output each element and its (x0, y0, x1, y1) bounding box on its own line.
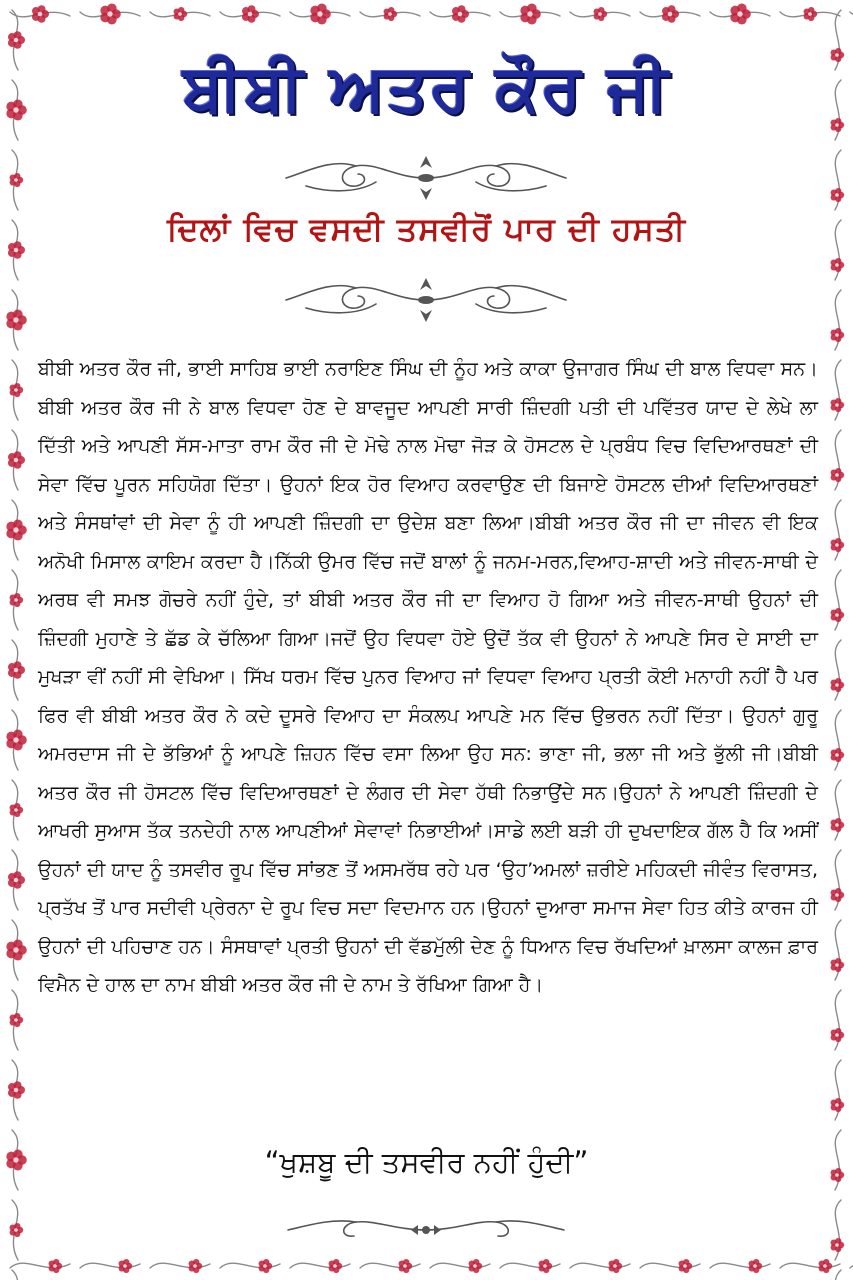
ornamental-flourish-icon (276, 1200, 576, 1260)
ornamental-flourish-icon (276, 270, 576, 330)
ornamental-flourish-icon (276, 148, 576, 208)
page-subtitle: ਦਿਲਾਂ ਵਿਚ ਵਸਦੀ ਤਸਵੀਰੋਂ ਪਾਰ ਦੀ ਹਸਤੀ (167, 210, 686, 248)
page-title: ਬੀਬੀ ਅਤਰ ਕੌਰ ਜੀ (182, 52, 671, 126)
body-paragraph: ਬੀਬੀ ਅਤਰ ਕੌਰ ਜੀ, ਭਾਈ ਸਾਹਿਬ ਭਾਈ ਨਰਾਇਣ ਸਿੰਘ ਦੀ ਨੂੰਹ ਅਤੇ ਕਾਕਾ ਉਜਾਗਰ ਸਿੰਘ ਦੀ ਬਾਲ ਵਿਧਵਾ ਸਨ।ਬੀਬੀ ਅਤਰ ਕੌਰ ਜੀ ਨੇ ਬਾਲ ਵਿਧਵਾ ਹੋਣ ਦੇ ਬਾਵਜੂਦ ਆਪਣੀ ਸਾਰੀ ਜ਼ਿੰਦਗੀ ਪਤੀ ਦੀ ਪਵਿੱਤਰ ਯਾਦ ਦੇ ਲੇਖੇ ਲਾ ਦਿੱਤੀ ਅਤੇ ਆਪਣੀ ਸੱਸ-ਮਾਤਾ ਰਾਮ ਕੌਰ ਜੀ ਦੇ ਮੋਢੇ ਨਾਲ ਮੋਢਾ ਜੋੜ ਕੇ ਹੋਸਟਲ ਦੇ ਪ੍ਰਬੰਧ ਵਿਚ ਵਿਦਿਆਰਥਣਾਂ ਦੀ ਸੇਵਾ ਵਿੱਚ ਪੂਰਨ ਸਹਿਯੋਗ ਦਿੱਤਾ। ਉਹਨਾਂ ਇਕ ਹੋਰ ਵਿਆਹ ਕਰਵਾਉਣ ਦੀ ਬਿਜਾਏ ਹੋਸਟਲ ਦੀਆਂ ਵਿਦਿਆਰਥਣਾਂ ਅਤੇ ਸੰਸਥਾਂਵਾਂ ਦੀ ਸੇਵਾ ਨੂੰ ਹੀ ਆਪਣੀ ਜ਼ਿੰਦਗੀ ਦਾ ਉਦੇਸ਼ ਬਣਾ ਲਿਆ।ਬੀਬੀ ਅਤਰ ਕੌਰ ਜੀ ਦਾ ਜੀਵਨ ਵੀ ਇਕ ਅਨੋਖੀ ਮਿਸਾਲ ਕਾਇਮ ਕਰਦਾ ਹੈ।ਨਿੱਕੀ ਉਮਰ ਵਿੱਚ ਜਦੋਂ ਬਾਲਾਂ ਨੂੰ ਜਨਮ-ਮਰਨ,ਵਿਆਹ-ਸ਼ਾਦੀ ਅਤੇ ਜੀਵਨ-ਸਾਥੀ ਦੇ ਅਰਥ ਵੀ ਸਮਝ ਗੋਚਰੇ ਨਹੀਂ ਹੁੰਦੇ, ਤਾਂ ਬੀਬੀ ਅਤਰ ਕੌਰ ਜੀ ਦਾ ਵਿਆਹ ਹੋ ਗਿਆ ਅਤੇ ਜੀਵਨ-ਸਾਥੀ ਉਹਨਾਂ ਦੀ ਜ਼ਿੰਦਗੀ ਮੁਹਾਣੇ ਤੇ ਛੱਡ ਕੇ ਚੱਲਿਆ ਗਿਆ।ਜਦੋਂ ਉਹ ਵਿਧਵਾ ਹੋਏ ਉਦੋਂ ਤੱਕ ਵੀ ਉਹਨਾਂ ਨੇ ਆਪਣੇ ਸਿਰ ਦੇ ਸਾਈ ਦਾ ਮੁਖੜਾ ਵੀਂ ਨਹੀਂ ਸੀ ਵੇਖਿਆ। ਸਿੱਖ ਧਰਮ ਵਿੱਚ ਪੁਨਰ ਵਿਆਹ ਜਾਂ ਵਿਧਵਾ ਵਿਆਹ ਪ੍ਰਤੀ ਕੋਈ ਮਨਾਹੀ ਨਹੀਂ ਹੈ ਪਰ ਫਿਰ ਵੀ ਬੀਬੀ ਅਤਰ ਕੌਰ ਨੇ ਕਦੇ ਦੂਸਰੇ ਵਿਆਹ ਦਾ ਸੰਕਲਪ ਆਪਣੇ ਮਨ ਵਿੱਚ ਉਭਰਨ ਨਹੀਂ ਦਿੱਤਾ। ਉਹਨਾਂ ਗੁਰੂ ਅਮਰਦਾਸ ਜੀ ਦੇ ਭੱਭਿਆਂ ਨੂੰ ਆਪਣੇ ਜ਼ਿਹਨ ਵਿੱਚ ਵਸਾ ਲਿਆ ਉਹ ਸਨ: ਭਾਣਾ ਜੀ, ਭਲਾ ਜੀ ਅਤੇ ਭੁੱਲੀ ਜੀ।ਬੀਬੀ ਅਤਰ ਕੌਰ ਜੀ ਹੋਸਟਲ ਵਿੱਚ ਵਿਦਿਆਰਥਣਾਂ ਦੇ ਲੰਗਰ ਦੀ ਸੇਵਾ ਹੱਥੀ ਨਿਭਾਉਂਦੇ ਸਨ।ਉਹਨਾਂ ਨੇ ਆਪਣੀ ਜ਼ਿੰਦਗੀ ਦੇ ਆਖਰੀ ਸੁਆਸ ਤੱਕ ਤਨਦੇਹੀ ਨਾਲ ਆਪਣੀਆਂ ਸੇਵਾਵਾਂ ਨਿਭਾਈਆਂ।ਸਾਡੇ ਲਈ ਬੜੀ ਹੀ ਦੁਖਦਾਇਕ ਗੱਲ ਹੈ ਕਿ ਅਸੀਂ ਉਹਨਾਂ ਦੀ ਯਾਦ ਨੂੰ ਤਸਵੀਰ ਰੂਪ ਵਿੱਚ ਸਾਂਭਣ ਤੋਂ ਅਸਮਰੱਥ ਰਹੇ ਪਰ ‘ਉਹ’ਅਮਲਾਂ ਜ਼ਰੀਏ ਮਹਿਕਦੀ ਜੀਵੰਤ ਵਿਰਾਸਤ, ਪ੍ਰਤੱਖ ਤੋਂ ਪਾਰ ਸਦੀਵੀ ਪ੍ਰੇਰਨਾ ਦੇ ਰੂਪ ਵਿਚ ਸਦਾ ਵਿਦਮਾਨ ਹਨ।ਉਹਨਾਂ ਦੁਆਰਾ ਸਮਾਜ ਸੇਵਾ ਹਿਤ ਕੀਤੇ ਕਾਰਜ ਹੀ ਉਹਨਾਂ ਦੀ ਪਹਿਚਾਣ ਹਨ। ਸੰਸਥਾਵਾਂ ਪ੍ਰਤੀ ਉਹਨਾਂ ਦੀ ਵੱਡਮੁੱਲੀ ਦੇਣ ਨੂੰ ਧਿਆਨ ਵਿਚ ਰੱਖਦਿਆਂ ਖ਼ਾਲਸਾ ਕਾਲਜ ਫ਼ਾਰ ਵਿਮੈਨ ਦੇ ਹਾਲ ਦਾ ਨਾਮ ਬੀਬੀ ਅਤਰ ਕੌਰ ਜੀ ਦੇ ਨਾਮ ਤੇ ਰੱਖਿਆ ਗਿਆ ਹੈ। (38, 358, 818, 996)
closing-quote: “ਖੁਸ਼ਬੂ ਦੀ ਤਸਵੀਰ ਨਹੀਂ ਹੁੰਦੀ” (264, 1145, 589, 1179)
